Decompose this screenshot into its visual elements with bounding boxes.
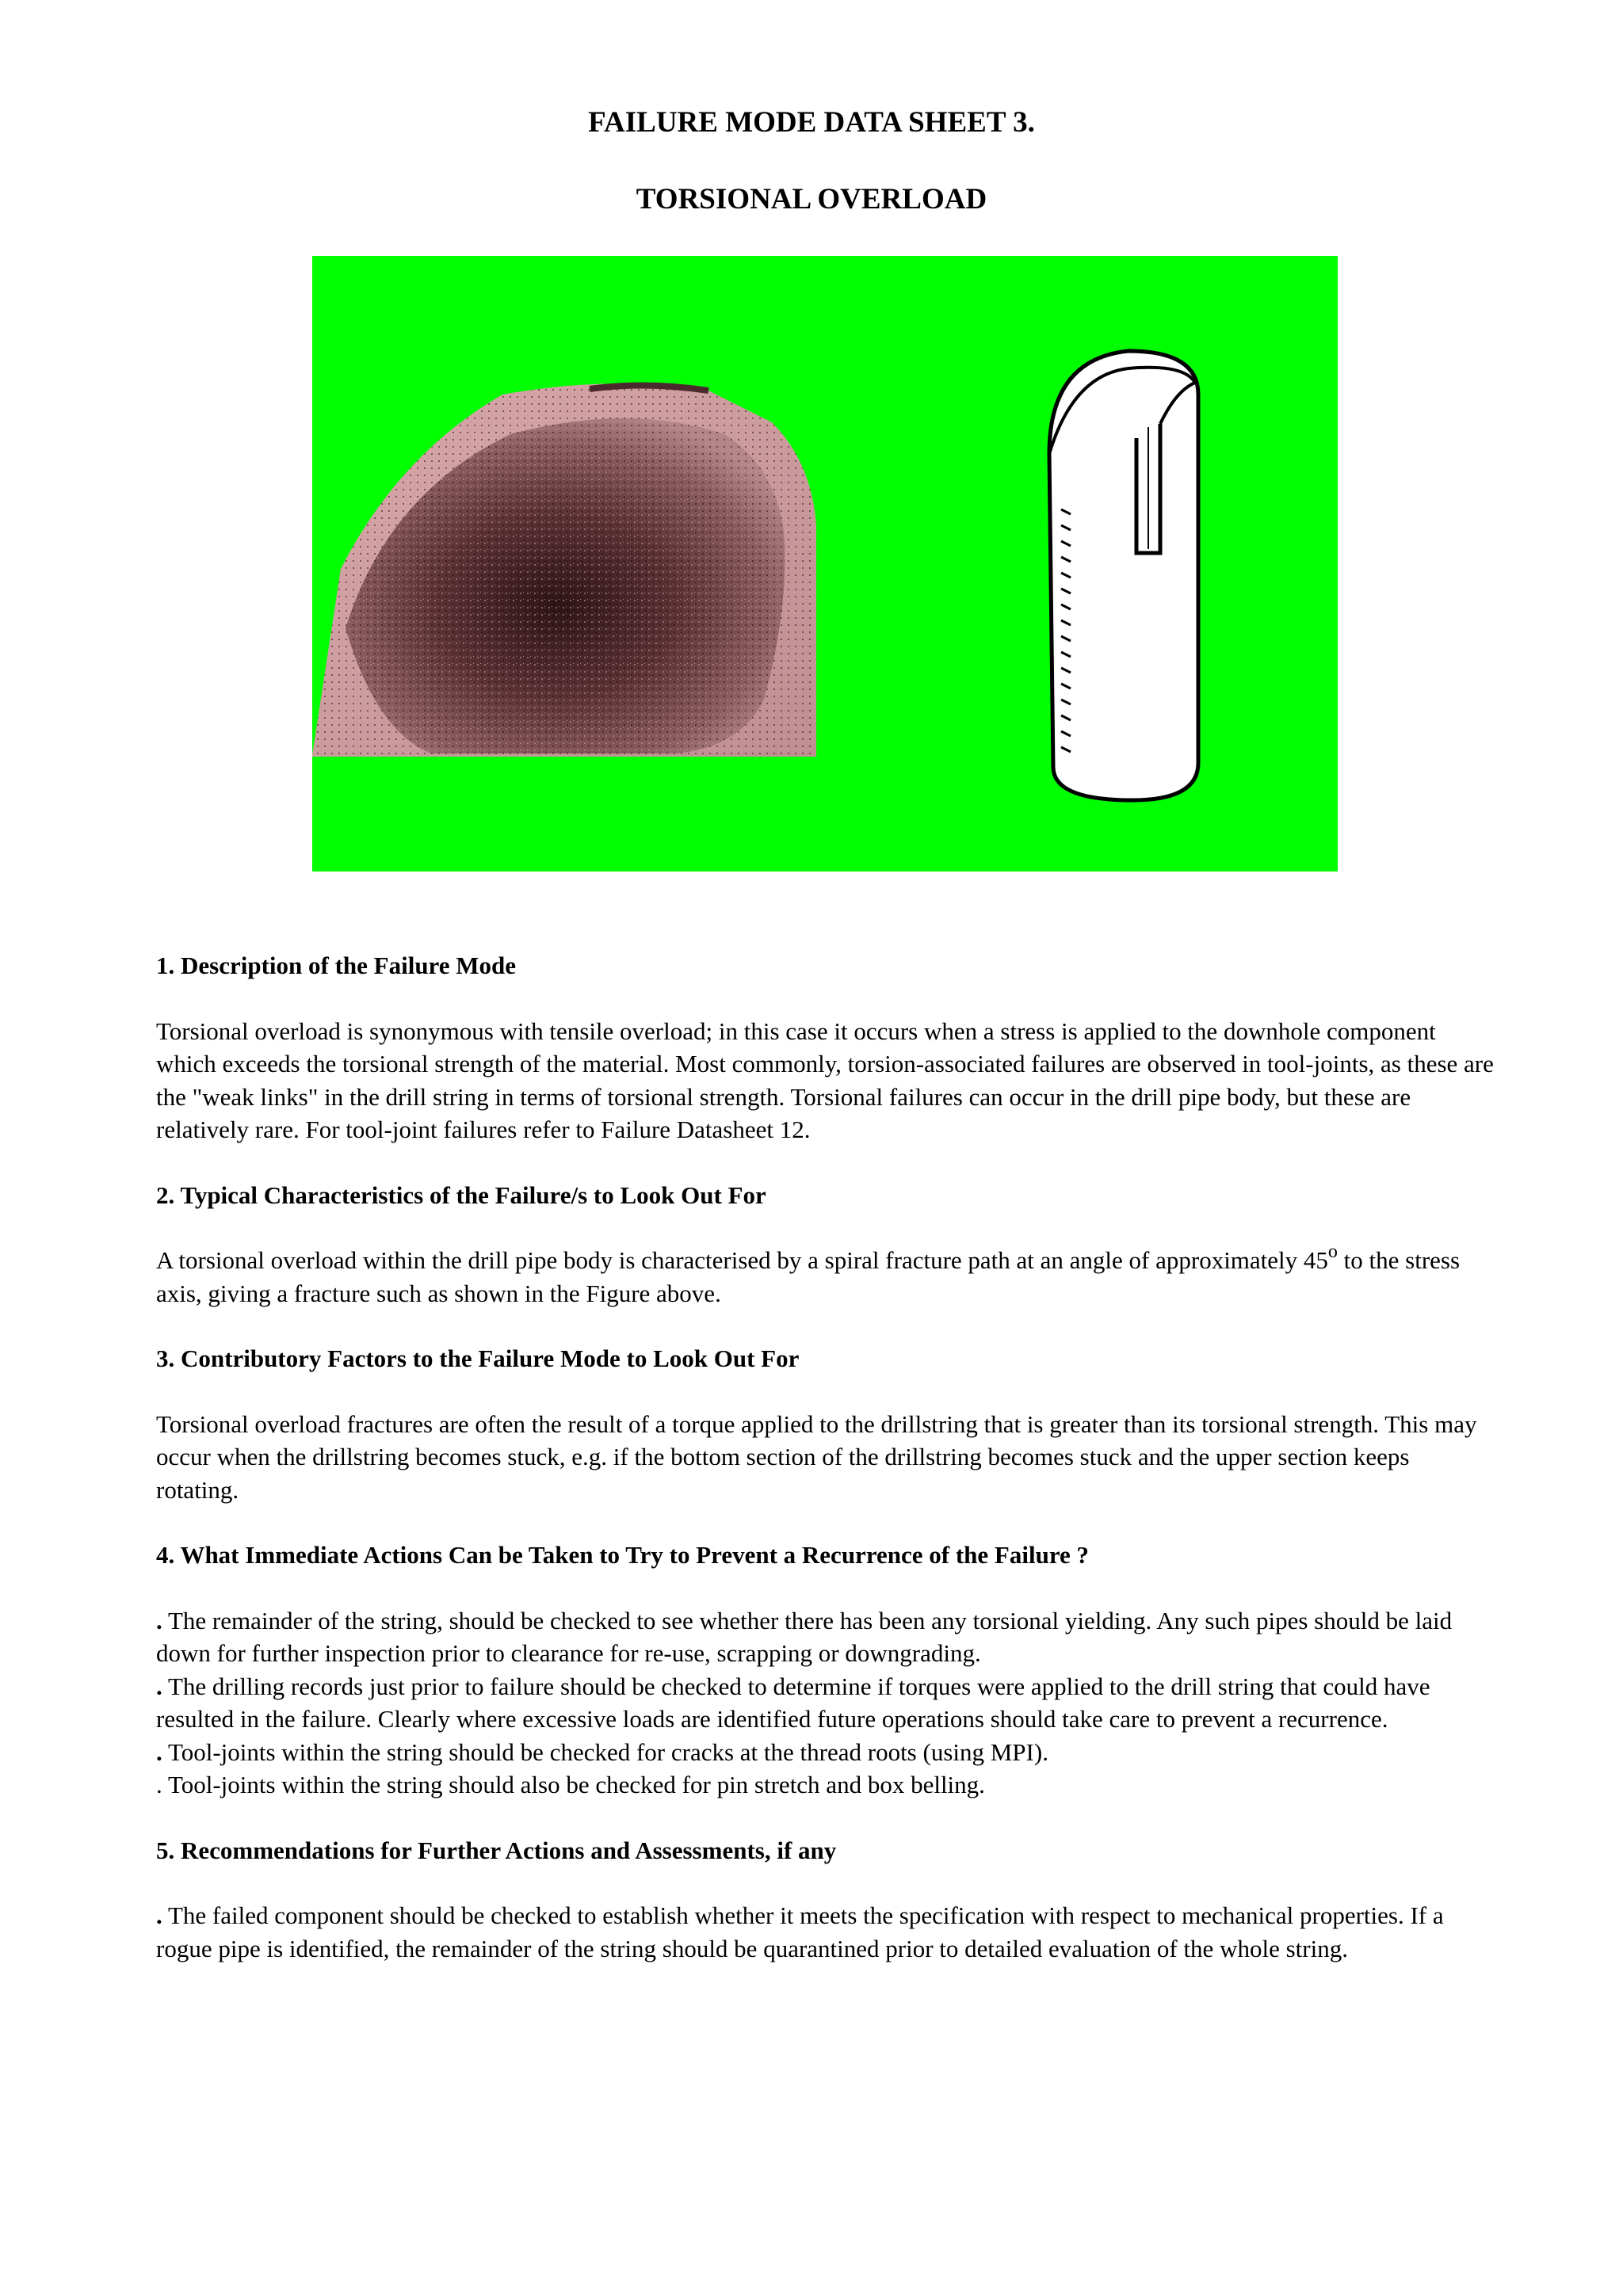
section-5-heading: 5. Recommendations for Further Actions and Assessments, if any xyxy=(156,1836,837,1864)
page-subtitle: TORSIONAL OVERLOAD xyxy=(636,183,987,215)
section-3-text: Torsional overload fractures are often the result of a torque applied to the drillstring that is greater than its torsional strength. This may occur when the drillstring becomes stuck, e.g. if the bottom section of the drillstring becomes stuck and the upper section keeps rotating. xyxy=(156,1409,1477,1504)
section-4-heading: 4. What Immediate Actions Can be Taken to Try to Prevent a Recurrence of the Failure ? xyxy=(156,1541,1090,1569)
list-item: . The remainder of the string, should be checked to see whether there has been any torsional yielding. Any such pipes should be laid down for further inspection prior to clearance for re-use, scrapping or downgrading. xyxy=(156,1606,1453,1667)
section-3-heading: 3. Contributory Factors to the Failure Mode to Look Out For xyxy=(156,1344,800,1372)
section-2-text: A torsional overload within the drill pipe body is characterised by a spiral fracture path at an angle of approximately 45$^o$ to the stress axis, giving a fracture such as shown in the Figure above. xyxy=(156,1241,1461,1307)
section-2-heading: 2. Typical Characteristics of the Failure/s to Look Out For xyxy=(156,1180,766,1209)
fracture-figure xyxy=(312,256,1338,871)
section-4-list xyxy=(156,1604,1495,1802)
document-body xyxy=(156,949,1495,1965)
section-5-list xyxy=(156,1899,1495,1965)
list-item: . The failed component should be checked to establish whether it meets the specification with respect to mechanical properties. If a rogue pipe is identified, the remainder of the string should be quarantined prior to detailed evaluation of the whole string. xyxy=(156,1901,1444,1962)
list-item: . Tool-joints within the string should be checked for cracks at the thread roots (using MPI). xyxy=(156,1737,1048,1766)
section-1-text: Torsional overload is synonymous with tensile overload; in this case it occurs when a stress is applied to the downhole component which exceeds the torsional strength of the material. Most commonly, torsion-associated failures are observed in tool-joints, as these are the "weak links" in the drill string in terms of torsional strength. Torsional failures can occur in the drill pipe body, but these are relatively rare. For tool-joint failures refer to Failure Datasheet 12. xyxy=(156,1016,1494,1143)
page-title: FAILURE MODE DATA SHEET 3. xyxy=(588,106,1035,139)
section-1-heading: 1. Description of the Failure Mode xyxy=(156,952,517,979)
degree-superscript: o xyxy=(1327,1241,1338,1262)
spiral-fracture-sketch xyxy=(1049,351,1198,800)
list-item: . Tool-joints within the string should also be checked for pin stretch and box belling. xyxy=(156,1771,985,1798)
list-item: . The drilling records just prior to failure should be checked to determine if torques were applied to the drill string that could have resulted in the failure. Clearly where excessive loads are identified future operations should take care to prevent a recurrence. xyxy=(156,1672,1430,1733)
